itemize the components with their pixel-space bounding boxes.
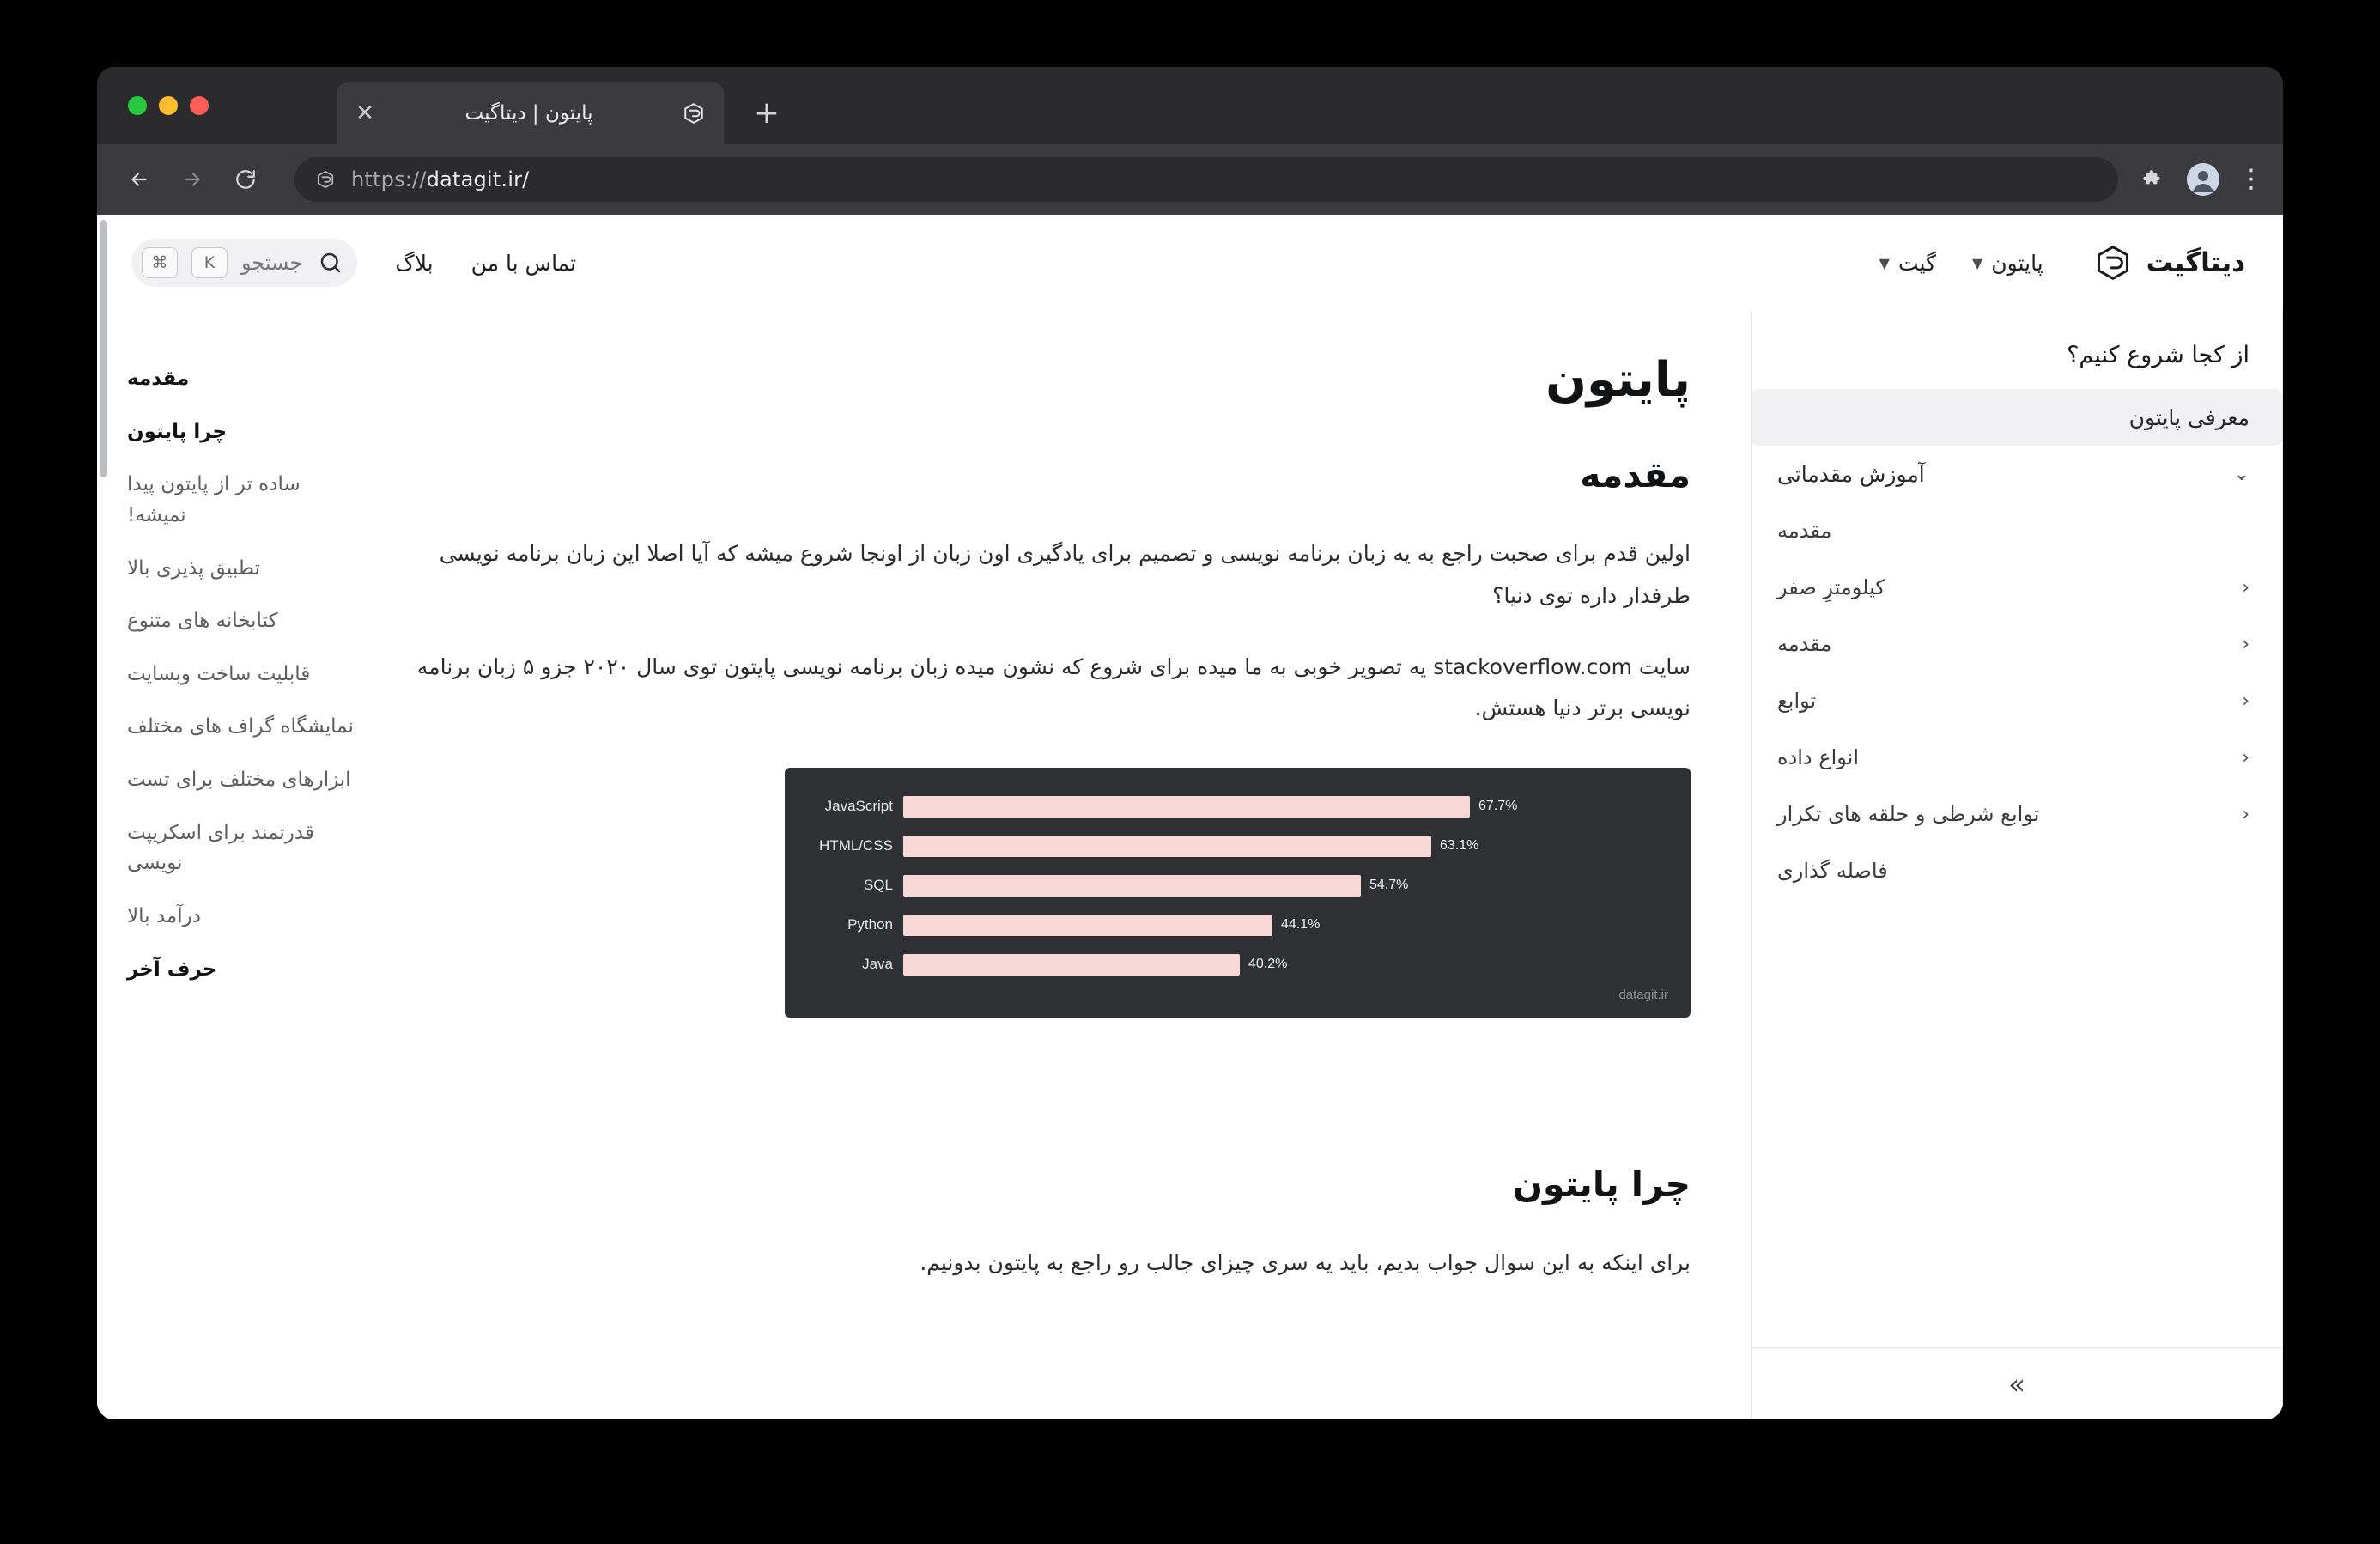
tab-title: پایتون | دیتاگیت [464, 102, 593, 125]
chart-credit: datagit.ir [1618, 988, 1668, 1002]
browser-window [97, 67, 2283, 1419]
toc-item-simplicity[interactable]: ساده تر از پایتون پیدا نمیشه! [127, 473, 301, 526]
tab-strip [97, 67, 2283, 144]
chart-category-label: SQL [863, 877, 893, 893]
article-content [355, 311, 1751, 1419]
sidebar-item-basic-course[interactable] [1752, 446, 2282, 502]
sidebar-item-label: فاصله گذاری [1777, 859, 1888, 883]
scrollbar-thumb[interactable] [100, 220, 107, 477]
sidebar-item-label: معرفی پایتون [2128, 404, 2249, 430]
toc-item-libraries[interactable]: کتابخانه های متنوع [127, 610, 278, 633]
chart-bar-track [903, 796, 1668, 818]
chart-category-label: Python [847, 916, 893, 933]
chart-bar [903, 915, 1272, 936]
chevron-down-icon: ▼ [1971, 254, 1983, 271]
nav-link-contact[interactable]: تماس با من [471, 250, 577, 276]
toc-item-versatility[interactable]: تطبیق پذیری بالا [127, 556, 261, 580]
sidebar-item-intro-python[interactable] [1752, 389, 2282, 446]
site-brand[interactable] [2093, 243, 2245, 283]
chart-category-label: Java [862, 956, 893, 972]
section-heading-why-python: چرا پایتون [1512, 1164, 1691, 1205]
chart-bar [903, 796, 1470, 818]
page-title: پایتون [1545, 352, 1691, 408]
toc-item-why-python[interactable]: چرا پایتون [127, 420, 228, 443]
toc-item-scripting[interactable]: قدرتمند برای اسکریپت نویسی [127, 821, 314, 875]
site-header [97, 215, 2283, 311]
puzzle-extension-icon[interactable] [2139, 165, 2168, 194]
chevron-down-icon: ⌄ [2233, 463, 2249, 485]
nav-item-label: گیت [1897, 250, 1936, 276]
chart-bar [903, 875, 1361, 897]
sidebar-item-label: انواع داده [1777, 745, 1859, 769]
toc-item-graphs[interactable]: نمایشگاه گراف های مختلف [127, 715, 354, 739]
chart-category-label: JavaScript [824, 798, 893, 814]
back-arrow-icon[interactable] [119, 160, 159, 199]
window-controls[interactable] [128, 96, 209, 115]
brand-name: دیتاگیت [2146, 247, 2245, 278]
docs-sidebar-title: از کجا شروع کنیم؟ [2067, 342, 2249, 368]
chart-value-label: 67.7% [1478, 799, 1518, 813]
chevron-left-icon: ‹ [2242, 746, 2249, 769]
language-popularity-chart [785, 768, 1691, 1018]
chevron-left-icon: ‹ [2242, 690, 2249, 712]
paragraph-2 [389, 647, 1691, 731]
chart-bar [903, 954, 1240, 976]
chart-bar [903, 836, 1431, 857]
reload-icon[interactable] [226, 160, 265, 199]
header-right [131, 239, 576, 287]
browser-tab[interactable] [337, 82, 724, 144]
chart-bar-row [807, 866, 1668, 905]
toc-item-income[interactable]: درآمد بالا [127, 905, 201, 928]
shortcut-key-k: K [191, 247, 228, 278]
page-scrollbar[interactable] [97, 215, 109, 1419]
address-bar[interactable] [294, 157, 2118, 202]
sidebar-item-label: توابع [1777, 689, 1817, 713]
chart-bar-track [903, 954, 1668, 976]
chart-bar-row [807, 905, 1668, 945]
chart-bar-row [807, 826, 1668, 866]
toolbar-actions [2139, 163, 2264, 196]
datagit-logo-icon [681, 100, 707, 126]
sidebar-item-label: کیلومترِ صفر [1777, 575, 1885, 599]
sidebar-item-label: مقدمه [1777, 519, 1832, 543]
nav-link-blog[interactable]: بلاگ [395, 250, 434, 276]
chevron-left-icon: ‹ [2242, 633, 2249, 655]
search-input[interactable] [131, 239, 357, 287]
url-scheme: https:// [351, 167, 427, 191]
sidebar-item-spacing[interactable] [1752, 842, 2282, 899]
chevron-down-icon: ▼ [1879, 254, 1890, 271]
main-column [97, 311, 1751, 1419]
chart-bar-row [807, 787, 1668, 826]
chart-value-label: 63.1% [1440, 838, 1479, 853]
nav-item-label: پایتون [1991, 250, 2043, 276]
site-info-icon[interactable] [313, 167, 337, 191]
paragraph-1: اولین قدم برای صحبت راجع به یه زبان برنامه نویسی و تصمیم برای یادگیری اون زبان از اونجا شروع میشه که آیا اصلا این زبان برنامه نویسی طرفدار داره توی دنیا؟ [439, 541, 1691, 608]
nav-item-python[interactable] [1972, 251, 2043, 276]
browser-toolbar [97, 144, 2283, 215]
new-tab-button[interactable]: + [753, 95, 780, 131]
nav-item-git[interactable] [1879, 251, 1936, 276]
sidebar-item-moghadame-1[interactable] [1752, 502, 2282, 559]
chart-value-label: 40.2% [1248, 957, 1288, 971]
sidebar-item-label: مقدمه [1777, 632, 1832, 656]
close-window-button[interactable] [190, 96, 209, 115]
paragraph-3: برای اینکه به این سوال جواب بدیم، باید یه سری چیزای جالب رو راجع به پایتون بدونیم. [920, 1250, 1691, 1275]
minimize-window-button[interactable] [159, 96, 178, 115]
section-heading-intro: مقدمه [1580, 454, 1691, 495]
maximize-window-button[interactable] [128, 96, 147, 115]
sidebar-item-label: آموزش مقدماتی [1777, 461, 1925, 487]
profile-avatar-icon[interactable] [2187, 163, 2219, 196]
chart-bar-track [903, 836, 1668, 857]
sidebar-item-functions[interactable] [1752, 672, 2282, 729]
docs-sidebar [1751, 311, 2283, 1419]
paragraph-2-prefix: سایت [1631, 653, 1691, 679]
forward-arrow-icon[interactable] [173, 160, 212, 199]
sidebar-collapse-button[interactable]: » [1752, 1347, 2282, 1419]
chevron-left-icon: ‹ [2242, 576, 2249, 599]
sidebar-item-moghadame-2[interactable] [1752, 616, 2282, 672]
main-nav [1879, 251, 2043, 276]
page-viewport [97, 215, 2283, 1419]
shortcut-key-cmd: ⌘ [142, 247, 178, 278]
table-of-contents [97, 311, 355, 1419]
chart-value-label: 54.7% [1369, 878, 1409, 892]
close-icon[interactable]: ✕ [355, 100, 374, 126]
toc-item-website-building[interactable]: قابلیت ساخت وبسایت [127, 662, 311, 685]
toc-item-moghadame[interactable]: مقدمه [127, 368, 190, 390]
chart-value-label: 44.1% [1281, 917, 1321, 932]
datagit-logo-icon [2093, 243, 2133, 283]
sidebar-item-label: توابع شرطی و حلقه های تکرار [1777, 802, 2040, 826]
url-host: datagit.ir/ [426, 167, 530, 191]
chart-bar-row [807, 945, 1668, 984]
toc-item-final-word[interactable]: حرف آخر [127, 957, 217, 981]
sidebar-item-kilometer-zero[interactable] [1752, 559, 2282, 616]
search-icon [316, 248, 345, 277]
chart-category-label: HTML/CSS [819, 837, 893, 854]
page-body [97, 311, 2283, 1419]
chevron-left-icon: ‹ [2242, 803, 2249, 825]
sidebar-item-conditionals-loops[interactable] [1752, 786, 2282, 842]
stackoverflow-link[interactable]: stackoverflow.com [1433, 653, 1632, 679]
paragraph-2-suffix: یه تصویر خوبی به ما میده برای شروع که نشون میده زبان برنامه نویسی پایتون توی سال ۲۰۲۰ جزو ۵ زبان برنامه نویسی برتر دنیا هستش. [416, 653, 1691, 721]
search-placeholder: جستجو [241, 251, 303, 275]
kebab-menu-icon[interactable]: ⋮ [2238, 164, 2264, 194]
chart-bar-track [903, 875, 1668, 897]
address-bar-text [351, 167, 529, 191]
sidebar-item-data-types[interactable] [1752, 729, 2282, 786]
toc-item-testing-tools[interactable]: ابزارهای مختلف برای تست [127, 769, 351, 792]
chart-bar-track [903, 915, 1668, 936]
